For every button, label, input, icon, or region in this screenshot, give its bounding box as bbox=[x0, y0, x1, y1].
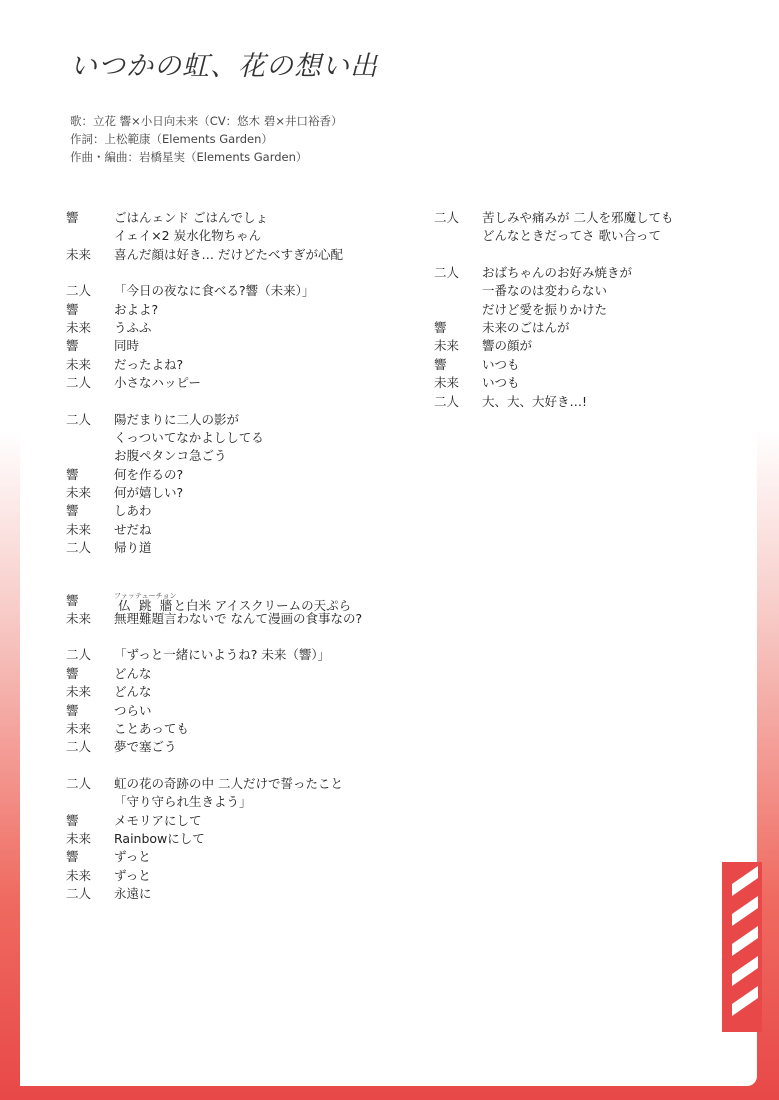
lyric-text: くっついてなかよししてる bbox=[114, 429, 264, 445]
lyrics-left-column bbox=[66, 209, 406, 922]
lyric-text: 「ずっと一緒にいようね? 未来（響）」 bbox=[114, 647, 331, 663]
speaker bbox=[66, 447, 114, 465]
lyric-text: ずっと bbox=[114, 849, 151, 865]
lyric-line bbox=[66, 775, 406, 793]
lyric-line bbox=[66, 209, 406, 227]
lyric-line bbox=[66, 830, 406, 848]
lyric-line bbox=[434, 209, 734, 227]
speaker: 未来 bbox=[66, 485, 92, 501]
lyric-line bbox=[434, 356, 734, 374]
lyric-text: しあわ bbox=[114, 503, 152, 519]
lyric-text: ずっと bbox=[114, 867, 151, 883]
speaker: 未来 bbox=[66, 684, 92, 700]
lyric-line bbox=[66, 720, 406, 738]
lyric-line bbox=[66, 356, 406, 374]
ruby-reading: ファッテューチョン bbox=[114, 591, 177, 600]
lyric-line bbox=[66, 867, 406, 885]
lyric-text: 喜んだ顔は好き… だけどたべすぎが心配 bbox=[114, 246, 343, 262]
lyric-text: 「今日の夜なに食べる?響（未来）」 bbox=[114, 283, 315, 299]
lyric-line bbox=[434, 282, 734, 300]
speaker: 響 bbox=[66, 466, 79, 482]
credit-lyrics: 作詞：上松範康（Elements Garden） bbox=[70, 132, 273, 146]
lyric-line bbox=[66, 812, 406, 830]
speaker: 二人 bbox=[66, 411, 92, 427]
lyric-line bbox=[434, 264, 734, 282]
lyric-line bbox=[66, 484, 406, 502]
speaker: 響 bbox=[66, 210, 79, 225]
lyric-line bbox=[66, 227, 406, 245]
speaker: 響 bbox=[66, 812, 79, 828]
lyric-line bbox=[66, 301, 406, 319]
lyric-line bbox=[66, 738, 406, 756]
lyric-line bbox=[434, 319, 734, 337]
song-title: いつかの虹、花の想い出 bbox=[70, 51, 378, 82]
speaker: 二人 bbox=[434, 393, 460, 409]
speaker bbox=[434, 282, 482, 300]
lyric-line bbox=[66, 447, 406, 465]
lyric-text: お腹ペタンコ急ごう bbox=[114, 448, 227, 464]
speaker: 響 bbox=[434, 319, 447, 335]
lyric-line bbox=[66, 702, 406, 720]
lyric-line bbox=[66, 411, 406, 429]
stanza bbox=[434, 209, 734, 246]
lyric-line bbox=[66, 646, 406, 664]
lyric-text: メモリアにして bbox=[114, 812, 202, 828]
speaker: 二人 bbox=[66, 375, 92, 391]
speaker: 響 bbox=[66, 592, 79, 608]
stanza bbox=[66, 209, 406, 264]
speaker: 二人 bbox=[66, 775, 92, 791]
lyric-text: イェイ×2 炭水化物ちゃん bbox=[114, 228, 262, 244]
lyric-text: 一番なのは変わらない bbox=[482, 283, 608, 299]
lyric-line bbox=[434, 337, 734, 355]
lyric-text-ruby bbox=[114, 591, 352, 613]
speaker bbox=[434, 227, 482, 245]
lyric-text: ごはんェンド ごはんでしょ bbox=[114, 210, 268, 225]
speaker: 未来 bbox=[66, 720, 92, 736]
credits bbox=[70, 112, 342, 166]
stanza bbox=[66, 592, 406, 629]
stanza bbox=[434, 264, 734, 411]
speaker: 二人 bbox=[434, 264, 460, 280]
speaker bbox=[66, 793, 114, 811]
speaker: 二人 bbox=[66, 739, 92, 755]
lyric-text: 小さなハッピー bbox=[114, 375, 202, 391]
lyric-line bbox=[66, 282, 406, 300]
lyric-text: 「守り守られ生きよう」 bbox=[114, 794, 252, 810]
lyric-line bbox=[66, 539, 406, 557]
lyric-text: いつも bbox=[482, 356, 520, 372]
stanza bbox=[66, 282, 406, 392]
lyric-text: どんな bbox=[114, 684, 152, 700]
credit-vocal: 歌：立花 響×小日向未来（CV：悠木 碧×井口裕香） bbox=[70, 114, 343, 128]
speaker: 未来 bbox=[434, 338, 460, 354]
lyric-text: と白米 アイスクリームの天ぷら bbox=[173, 597, 352, 613]
lyric-line bbox=[66, 793, 406, 811]
speaker: 響 bbox=[66, 338, 79, 354]
lyric-text: だけど愛を振りかけた bbox=[482, 301, 608, 317]
lyric-text: およよ? bbox=[114, 301, 159, 317]
lyric-text: どんな bbox=[114, 665, 152, 681]
speaker: 二人 bbox=[434, 210, 460, 225]
lyric-text: せだね bbox=[114, 521, 152, 537]
lyric-text: つらい bbox=[114, 702, 152, 718]
lyric-text: うふふ bbox=[114, 319, 152, 335]
speaker: 未来 bbox=[66, 521, 92, 537]
lyric-line bbox=[66, 374, 406, 392]
speaker: 響 bbox=[66, 301, 79, 317]
stanza bbox=[66, 411, 406, 558]
speaker: 未来 bbox=[66, 611, 92, 627]
stanza bbox=[66, 775, 406, 904]
speaker: 未来 bbox=[66, 319, 92, 335]
lyric-line bbox=[66, 429, 406, 447]
lyric-text: 未来のごはんが bbox=[482, 319, 570, 335]
lyric-line bbox=[66, 246, 406, 264]
speaker bbox=[434, 301, 482, 319]
speaker: 未来 bbox=[66, 830, 92, 846]
speaker: 二人 bbox=[66, 283, 92, 299]
speaker bbox=[66, 227, 114, 245]
speaker: 未来 bbox=[66, 867, 92, 883]
speaker: 二人 bbox=[66, 647, 92, 663]
lyric-line bbox=[434, 227, 734, 245]
lyric-line bbox=[66, 521, 406, 539]
lyric-text: 虹の花の奇跡の中 二人だけで誓ったこと bbox=[114, 775, 343, 791]
speaker: 未来 bbox=[434, 375, 460, 391]
lyric-line bbox=[434, 374, 734, 392]
lyrics-right-column bbox=[434, 209, 734, 429]
lyric-text: 響の顔が bbox=[482, 338, 533, 354]
lyric-text: 苦しみや痛みが 二人を邪魔しても bbox=[482, 210, 674, 225]
lyric-text: 陽だまりに二人の影が bbox=[114, 411, 240, 427]
lyric-text: 無理難題言わないで なんて漫画の食事なの? bbox=[114, 611, 363, 627]
lyric-line bbox=[66, 319, 406, 337]
speaker: 響 bbox=[434, 356, 447, 372]
speaker bbox=[66, 429, 114, 447]
ruby-base: 仏跳牆 bbox=[114, 597, 177, 613]
lyric-line bbox=[66, 848, 406, 866]
lyric-text: 何を作るの? bbox=[114, 466, 184, 482]
lyric-line bbox=[66, 591, 406, 613]
lyric-line bbox=[434, 393, 734, 411]
speaker: 響 bbox=[66, 702, 79, 718]
lyric-text: Rainbowにして bbox=[114, 830, 205, 846]
lyric-line bbox=[66, 337, 406, 355]
lyric-line bbox=[434, 301, 734, 319]
lyric-text: 夢で塞ごう bbox=[114, 739, 177, 755]
speaker: 響 bbox=[66, 849, 79, 865]
lyric-line bbox=[66, 610, 406, 628]
stanza bbox=[66, 646, 406, 756]
speaker: 二人 bbox=[66, 886, 92, 902]
lyric-text: どんなときだってさ 歌い合って bbox=[482, 228, 661, 244]
lyric-line bbox=[66, 502, 406, 520]
speaker: 響 bbox=[66, 665, 79, 681]
lyric-line bbox=[66, 885, 406, 903]
speaker: 未来 bbox=[66, 356, 92, 372]
speaker: 二人 bbox=[66, 540, 92, 556]
lyric-line bbox=[66, 665, 406, 683]
lyric-text: 大、大、大好き…! bbox=[482, 393, 588, 409]
credit-composition: 作曲・編曲：岩橋星実（Elements Garden） bbox=[70, 150, 308, 164]
hazard-stripes-decoration bbox=[722, 862, 762, 1032]
lyric-text: だったよね? bbox=[114, 356, 184, 372]
lyric-text: いつも bbox=[482, 375, 520, 391]
lyric-line bbox=[66, 683, 406, 701]
lyric-text: 永遠に bbox=[114, 886, 152, 902]
lyric-text: 何が嬉しい? bbox=[114, 485, 184, 501]
lyric-text: 帰り道 bbox=[114, 540, 152, 556]
lyric-text: おばちゃんのお好み焼きが bbox=[482, 264, 633, 280]
speaker: 未来 bbox=[66, 246, 92, 262]
lyric-text: ことあっても bbox=[114, 720, 189, 736]
lyric-text: 同時 bbox=[114, 338, 140, 354]
lyric-line bbox=[66, 466, 406, 484]
speaker: 響 bbox=[66, 503, 79, 519]
